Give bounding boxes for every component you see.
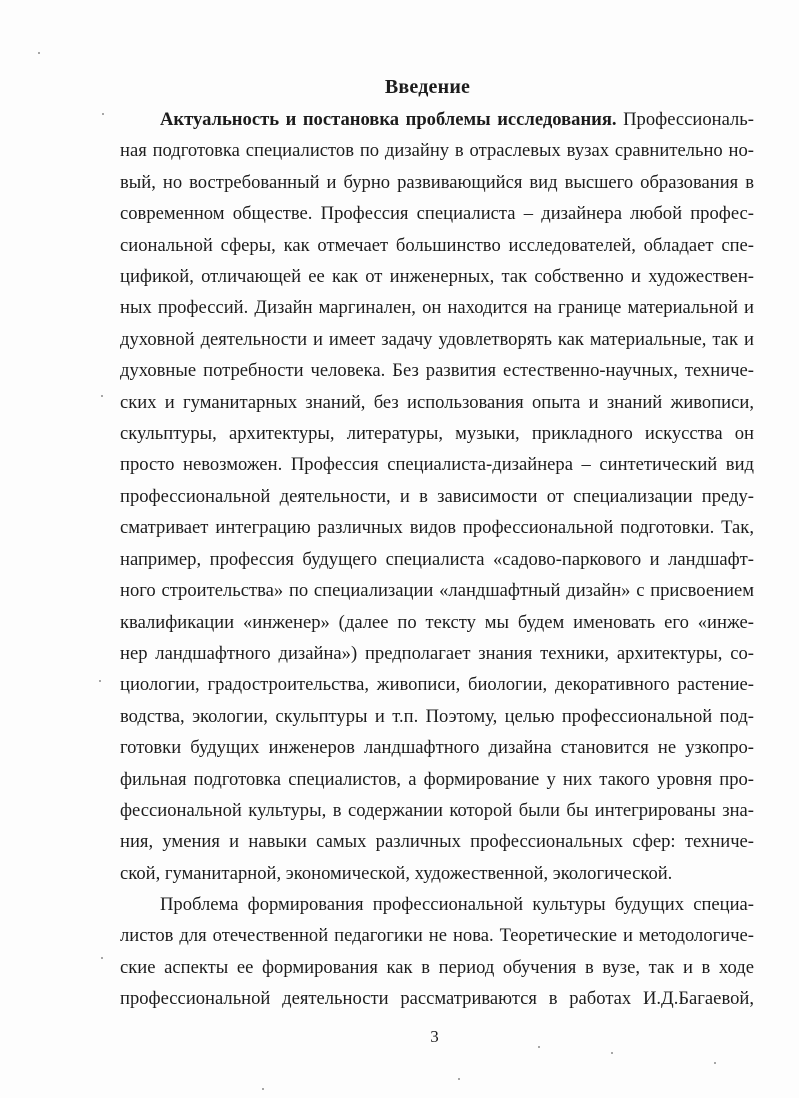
paragraph-1-line: например, профессия будущего специалиста «садово-паркового и ландшафт- xyxy=(120,548,754,570)
paragraph-1-line: нер ландшафтного дизайна») предполагает знания техники, архитектуры, со- xyxy=(120,642,754,664)
paragraph-1-line: ния, умения и навыки самых различных профессиональных сфер: техниче- xyxy=(120,831,754,853)
paragraph-1-line: водства, экологии, скульптуры и т.п. Поэтому, целью профессиональной под- xyxy=(120,705,754,727)
paragraph-2 xyxy=(120,889,754,1015)
paragraph-1-line: ских и гуманитарных знаний, без использования опыта и знаний живописи, xyxy=(120,391,754,413)
scan-speck xyxy=(538,1046,540,1048)
page-number: 3 xyxy=(430,1027,439,1046)
paragraph-1-line: вый, но востребованный и бурно развивающийся вид высшего образования в xyxy=(120,171,754,193)
paragraph-1-line: просто невозможен. Профессия специалиста-дизайнера – синтетический вид xyxy=(120,454,754,476)
scan-speck xyxy=(99,680,101,682)
paragraph-1-line: сматривает интеграцию различных видов профессиональной подготовки. Так, xyxy=(120,517,754,539)
paragraph-1-line: готовки будущих инженеров ландшафтного дизайна становится не узкопро- xyxy=(120,737,754,759)
section-title: Введение xyxy=(384,76,471,98)
paragraph-2-line: ские аспекты ее формирования как в период обучения в вузе, так и в ходе xyxy=(120,956,754,978)
scan-speck xyxy=(262,1088,264,1090)
paragraph-1-line: квалификации «инженер» (далее по тексту мы будем именовать его «инже- xyxy=(120,611,754,633)
paragraph-1-line: скульптуры, архитектуры, литературы, музыки, прикладного искусства он xyxy=(120,423,754,445)
scan-speck xyxy=(101,395,103,397)
scan-speck xyxy=(458,1078,460,1080)
paragraph-1-line: современном обществе. Профессия специалиста – дизайнера любой профес- xyxy=(120,203,754,225)
paragraph-1 xyxy=(120,104,754,889)
paragraph-1-line: духовной деятельности и имеет задачу удовлетворять как материальные, так и xyxy=(120,328,754,350)
paragraph-2-line: листов для отечественной педагогики не нова. Теоретические и методологиче- xyxy=(120,925,754,947)
paragraph-1-line: профессиональной деятельности, и в зависимости от специализации преду- xyxy=(120,485,754,507)
paragraph-1-line: сиональной сферы, как отмечает большинство исследователей, обладает спе- xyxy=(120,234,754,256)
paragraph-2-line: Проблема формирования профессиональной культуры будущих специа- xyxy=(160,894,754,915)
paragraph-1-line: циологии, градостроительства, живописи, биологии, декоративного растение- xyxy=(120,674,754,696)
paragraph-1-line: ской, гуманитарной, экономической, художественной, экологической. xyxy=(120,862,673,884)
scan-speck xyxy=(714,1062,716,1064)
scan-speck xyxy=(101,957,103,959)
paragraph-1-line: фессиональной культуры, в содержании которой были бы интегрированы зна- xyxy=(120,799,754,821)
paragraph-1-lead-tail: Профессиональ- xyxy=(616,109,754,130)
paragraph-1-line-0 xyxy=(120,104,754,135)
paragraph-2-line: профессиональной деятельности рассматриваются в работах И.Д.Багаевой, xyxy=(120,988,754,1010)
paragraph-1-line: фильная подготовка специалистов, а формирование у них такого уровня про- xyxy=(120,768,754,790)
paragraph-1-lead: Актуальность и постановка проблемы исследования. xyxy=(160,109,617,130)
paragraph-1-line: ная подготовка специалистов по дизайну в отраслевых вузах сравнительно но- xyxy=(120,140,754,162)
paragraph-1-line: цификой, отличающей ее как от инженерных, так собственно и художествен- xyxy=(120,266,754,288)
scan-speck xyxy=(102,113,104,115)
paragraph-1-line: ных профессий. Дизайн маргинален, он находится на границе материальной и xyxy=(120,297,754,319)
paragraph-1-line: духовные потребности человека. Без развития естественно-научных, техниче- xyxy=(120,360,754,382)
paragraph-1-line: ного строительства» по специализации «ландшафтный дизайн» с присвоением xyxy=(120,580,754,602)
scan-speck xyxy=(611,1052,613,1054)
scan-speck xyxy=(38,52,40,54)
